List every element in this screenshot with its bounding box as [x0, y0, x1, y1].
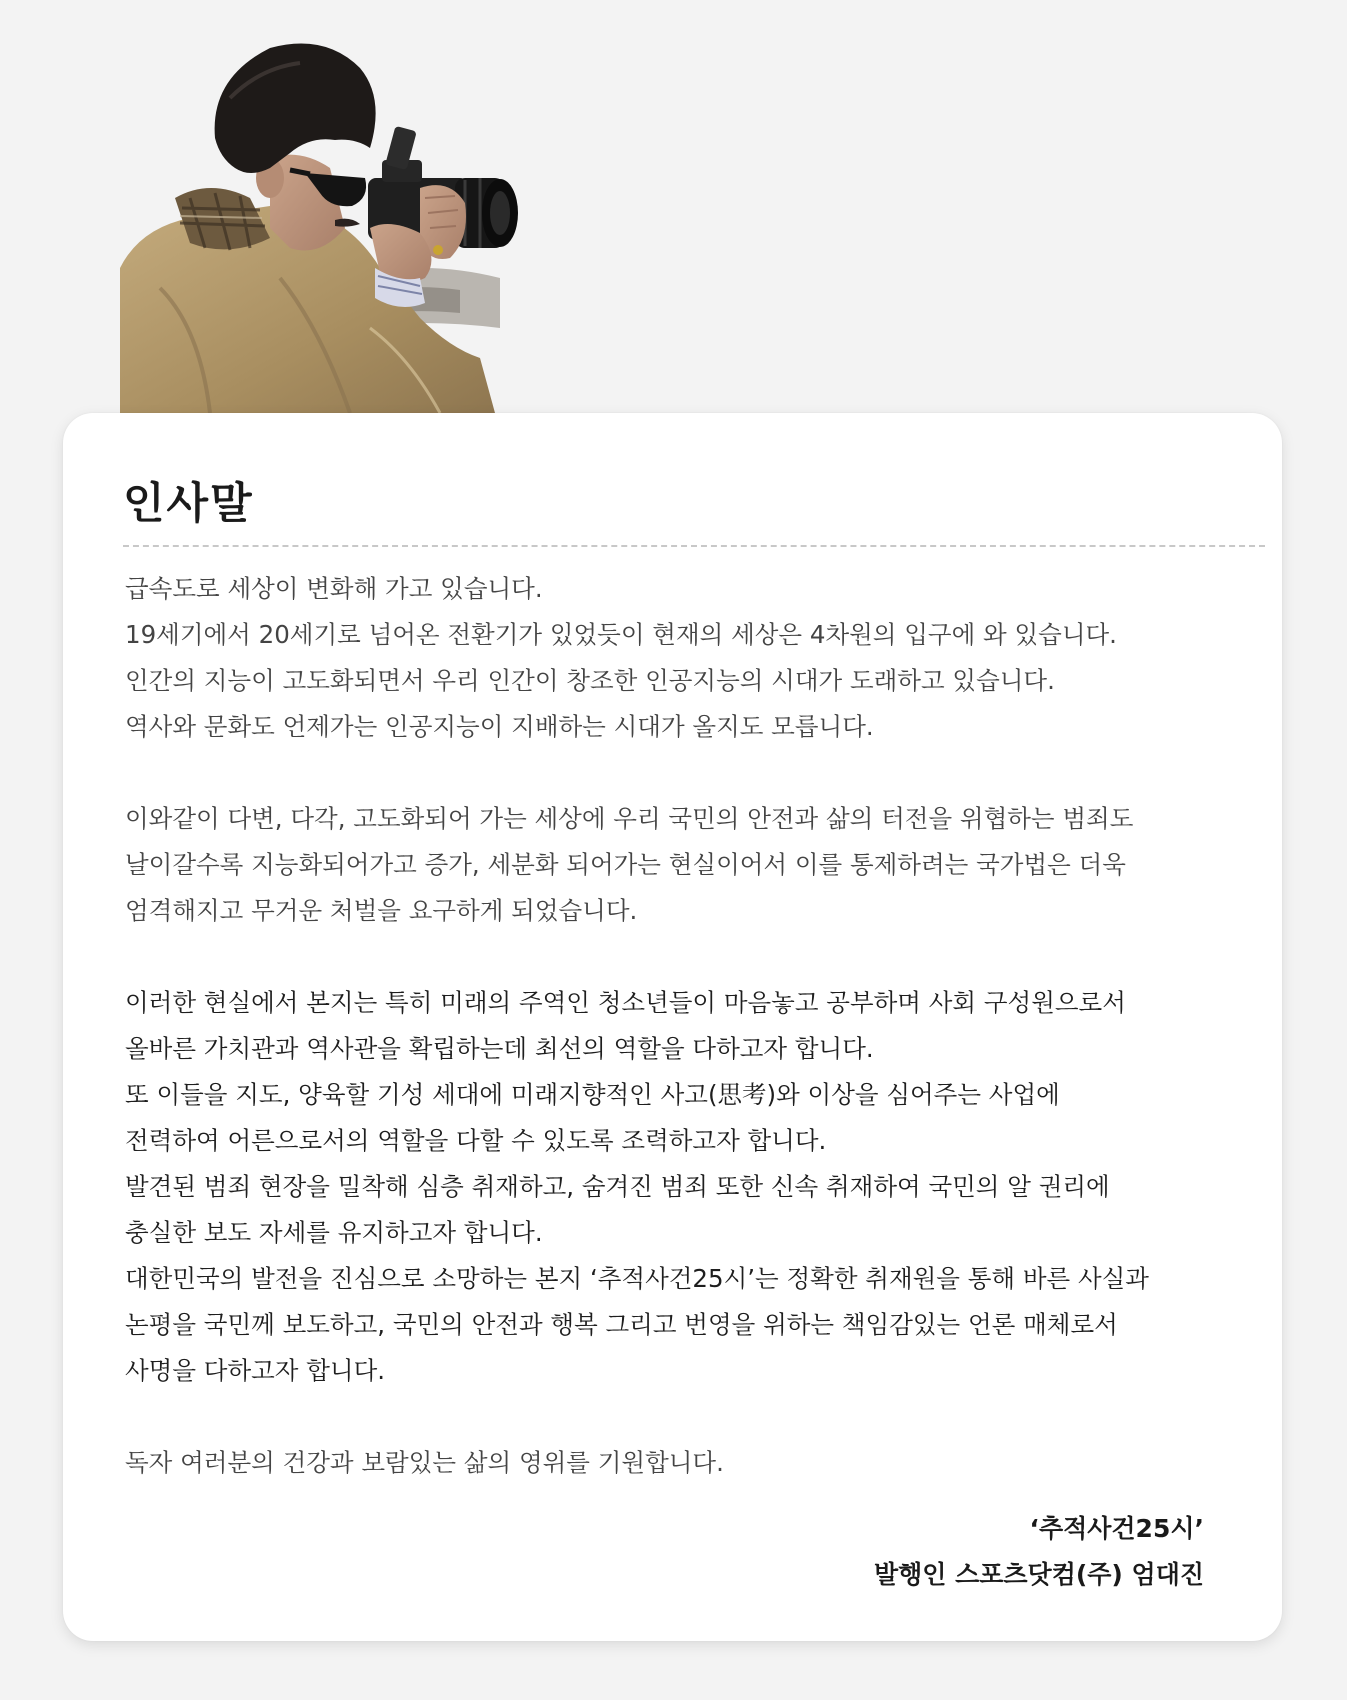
text-line: 이러한 현실에서 본지는 특히 미래의 주역인 청소년들이 마음놓고 공부하며 사회 구성원으로서	[125, 988, 1126, 1017]
text-line: 전력하여 어른으로서의 역할을 다할 수 있도록 조력하고자 합니다.	[125, 1126, 827, 1155]
title-divider	[123, 545, 1265, 547]
signature-publisher: 발행인 스포츠닷컴(주) 엄대진	[873, 1560, 1204, 1589]
text-line: 사명을 다하고자 합니다.	[125, 1356, 386, 1385]
text-line: 급속도로 세상이 변화해 가고 있습니다.	[125, 574, 543, 603]
text-line: 인간의 지능이 고도화되면서 우리 인간이 창조한 인공지능의 시대가 도래하고 있습니다.	[125, 666, 1055, 695]
signature-block	[874, 1506, 1204, 1598]
paragraph-2	[125, 796, 1245, 934]
signature-publication: ‘추적사건25시’	[1029, 1514, 1204, 1543]
text-line: 충실한 보도 자세를 유지하고자 합니다.	[125, 1218, 543, 1247]
text-line: 19세기에서 20세기로 넘어온 전환기가 있었듯이 현재의 세상은 4차원의 입구에 와 있습니다.	[125, 620, 1117, 649]
text-line: 날이갈수록 지능화되어가고 증가, 세분화 되어가는 현실이어서 이를 통제하려는 국가법은 더욱	[125, 850, 1126, 879]
paragraph-4	[125, 1440, 1245, 1486]
text-line: 엄격해지고 무거운 처벌을 요구하게 되었습니다.	[125, 896, 638, 925]
publisher-photo	[120, 28, 535, 413]
text-line: 독자 여러분의 건강과 보람있는 삶의 영위를 기원합니다.	[125, 1448, 724, 1477]
paragraph-3	[125, 980, 1245, 1394]
greeting-body	[125, 566, 1245, 1532]
paragraph-1	[125, 566, 1245, 750]
greeting-card	[63, 413, 1282, 1641]
text-line: 이와같이 다변, 다각, 고도화되어 가는 세상에 우리 국민의 안전과 삶의 터전을 위협하는 범죄도	[125, 804, 1134, 833]
text-line: 올바른 가치관과 역사관을 확립하는데 최선의 역할을 다하고자 합니다.	[125, 1034, 874, 1063]
page-title: 인사말	[123, 479, 254, 529]
text-line: 발견된 범죄 현장을 밀착해 심층 취재하고, 숨겨진 범죄 또한 신속 취재하여 국민의 알 권리에	[125, 1172, 1110, 1201]
text-line: 대한민국의 발전을 진심으로 소망하는 본지 ‘추적사건25시’는 정확한 취재원을 통해 바른 사실과	[125, 1264, 1149, 1293]
text-line: 또 이들을 지도, 양육할 기성 세대에 미래지향적인 사고(思考)와 이상을 심어주는 사업에	[125, 1080, 1060, 1109]
text-line: 논평을 국민께 보도하고, 국민의 안전과 행복 그리고 번영을 위하는 책임감있는 언론 매체로서	[125, 1310, 1118, 1339]
text-line: 역사와 문화도 언제가는 인공지능이 지배하는 시대가 올지도 모릅니다.	[125, 712, 874, 741]
